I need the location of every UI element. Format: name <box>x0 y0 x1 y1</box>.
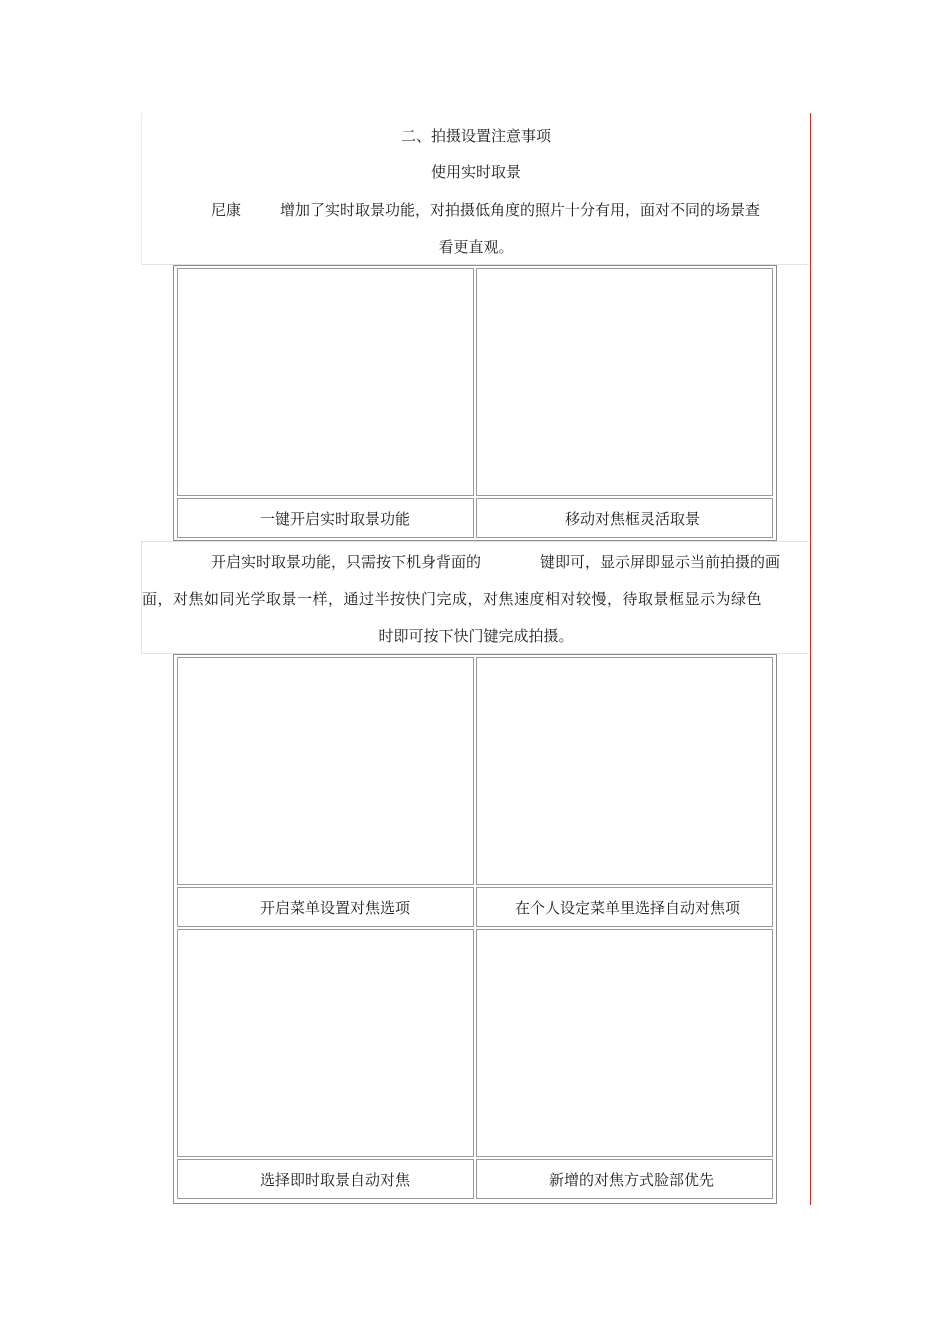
image-caption: 在个人设定菜单里选择自动对焦项 <box>476 887 773 927</box>
section-heading: 二、拍摄设置注意事项 <box>400 127 551 145</box>
section-subheading: 使用实时取景 <box>430 163 521 181</box>
image-placeholder <box>177 657 474 885</box>
image-caption: 移动对焦框灵活取景 <box>476 498 773 538</box>
intro-text-block <box>141 113 809 265</box>
body-text-block <box>141 541 809 654</box>
body-paragraph-line-2: 面，对焦如同光学取景一样，通过半按快门完成，对焦速度相对较慢，待取景框显示为绿色 <box>142 590 763 608</box>
image-placeholder <box>476 657 773 885</box>
image-caption: 新增的对焦方式脸部优先 <box>476 1159 773 1199</box>
margin-rule <box>810 113 811 1205</box>
intro-paragraph-line-2: 看更直观。 <box>438 238 514 256</box>
image-caption: 一键开启实时取景功能 <box>177 498 474 538</box>
image-table-2 <box>173 654 777 1204</box>
image-placeholder <box>476 929 773 1157</box>
body-paragraph-line-3: 时即可按下快门键完成拍摄。 <box>378 627 574 645</box>
intro-text-1: 增加了实时取景功能，对拍摄低角度的照片十分有用，面对不同的场景查 <box>280 201 761 219</box>
brand-name: 尼康 <box>211 201 242 219</box>
image-caption: 开启菜单设置对焦选项 <box>177 887 474 927</box>
body-text-1b: 键即可，显示屏即显示当前拍摄的画 <box>540 553 781 571</box>
image-table-1 <box>173 265 777 541</box>
image-placeholder <box>177 929 474 1157</box>
image-placeholder <box>177 268 474 496</box>
image-placeholder <box>476 268 773 496</box>
body-text-1a: 开启实时取景功能，只需按下机身背面的 <box>211 553 482 571</box>
image-caption: 选择即时取景自动对焦 <box>177 1159 474 1199</box>
